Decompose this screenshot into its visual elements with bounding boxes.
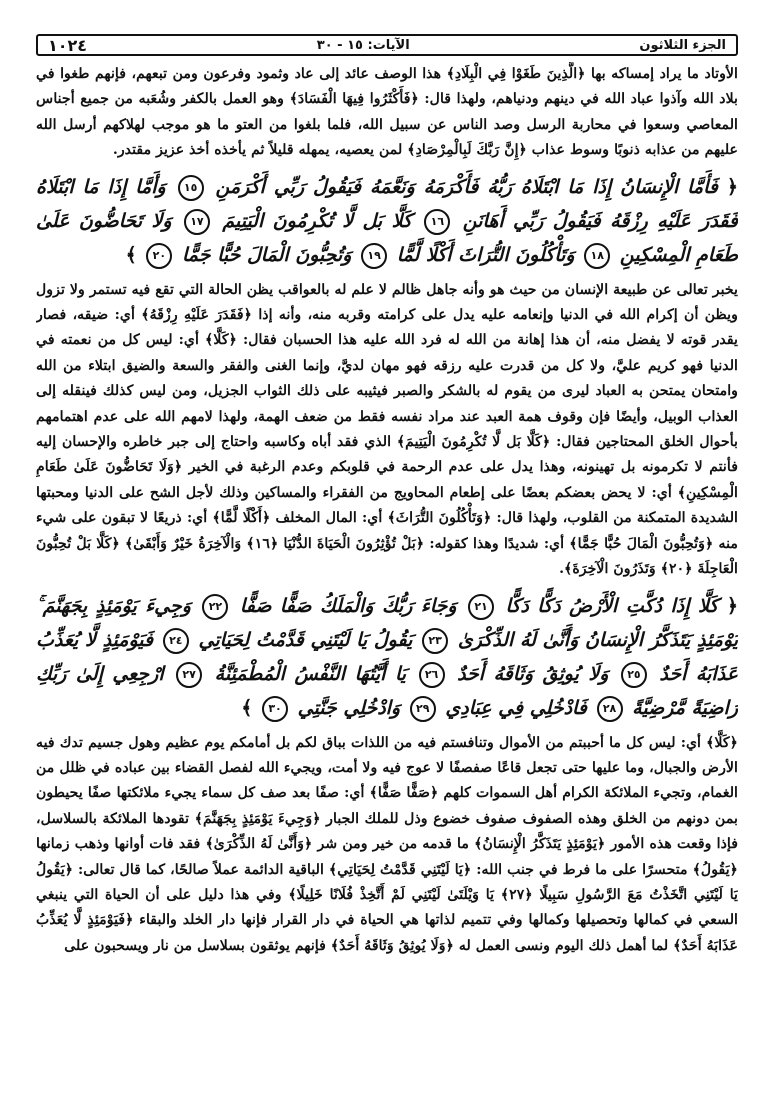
verse-number-badge: ٢٠ <box>146 243 172 269</box>
verse-number-badge: ٢٩ <box>410 696 436 722</box>
close-ornament: ﴾ <box>125 243 137 266</box>
page-header <box>36 34 738 56</box>
verse-number-badge: ٢١ <box>468 594 494 620</box>
verse-text: وَأَمَّا إِذَا مَا ابْتَلَاهُ فَقَدَرَ عَلَيْهِ رِزْقَهُ فَيَقُولُ رَبِّي أَهَانَنِ <box>36 175 738 232</box>
verse-text: وَتُحِبُّونَ الْمَالَ حُبًّا جَمًّا <box>175 243 352 266</box>
verse-text: فَادْخُلِي فِي عِبَادِي <box>438 696 587 719</box>
verse-text: وَادْخُلِي جَنَّتِي <box>291 696 401 719</box>
verse-text: يَقُولُ يَا لَيْتَنِي قَدَّمْتُ لِحَيَاتِي <box>191 628 413 651</box>
verse-number-badge: ٢٤ <box>163 628 189 654</box>
verse-number-badge: ٢٧ <box>176 662 202 688</box>
quran-block-2 <box>36 589 738 725</box>
verse-number-badge: ٢٨ <box>597 696 623 722</box>
quran-verses-2 <box>36 595 738 719</box>
quran-block-1 <box>36 170 738 272</box>
tafsir-paragraph-2: يخبر تعالى عن طبيعة الإنسان من حيث هو وأنه جاهل ظالم لا علم له بالعواقب يظن الحالة التي تقع فيه تستمر ولا تزول ويظن أن إكرام الله في الدنيا وإنعامه عليه يدل على كرامته وقربه منه، وأنه إذا ﴿فَقَدَرَ عَلَيْهِ رِزْقَهُ﴾ أي: ضيقه، فصار يقدر قوته لا يفضل منه، أن هذا إهانة من الله له فرد الله عليه هذا الحسبان فقال: ﴿كَلَّا﴾ أي: ليس كل من نعمته في الدنيا فهو كريم عليَّ، ولا كل من قدرت عليه رزقه فهو مهان لديَّ، وإنما الغنى والفقر والسعة والضيق ابتلاء من الله وامتحان يمتحن به العباد ليرى من يقوم له بالشكر والصبر فيثيبه على ذلك الثواب الجزيل، ومن ليس كذلك فينقله إلى العذاب الوبيل، وأيضًا فإن وقوف همة العبد عند مراد نفسه فقط من ضعف الهمة، ولهذا لامهم الله على عدم اهتمامهم بأحوال الخلق المحتاجين فقال: ﴿كَلَّا بَل لَّا تُكْرِمُونَ الْيَتِيمَ﴾ الذي فقد أباه وكاسبه واحتاج إلى جبر خاطره والإحسان إليه فأنتم لا تكرمونه بل تهينونه، وهذا يدل على عدم الرحمة في قلوبكم وعدم الرغبة في الخير ﴿وَلَا تَحَاضُّونَ عَلَىٰ طَعَامِ الْمِسْكِينِ﴾ أي: لا يحض بعضكم بعضًا على إطعام المحاويج من الفقراء والمساكين وذلك لأجل الشح على الدنيا ومحبتها الشديدة المتمكنة من القلوب، ولهذا قال: ﴿وَتَأْكُلُونَ التُّرَاثَ﴾ أي: المال المخلف ﴿أَكْلًا لَّمًّا﴾ أي: ذريعًا لا تبقون على شيء منه ﴿وَتُحِبُّونَ الْمَالَ حُبًّا جَمًّا﴾ أي: شديدًا وهذا كقوله: ﴿بَلْ تُؤْثِرُونَ الْحَيَاةَ الدُّنْيَا ﴿١٦﴾ وَالْآخِرَةُ خَيْرٌ وَأَبْقَىٰ﴾ ﴿كَلَّا بَلْ تُحِبُّونَ الْعَاجِلَةَ ﴿٢٠﴾ وَتَذَرُونَ الْآخِرَةَ﴾. <box>36 281 738 578</box>
verse-text: وَجِيءَ يَوْمَئِذٍ بِجَهَنَّمَ ۚ يَوْمَئِذٍ يَتَذَكَّرُ الْإِنسَانُ وَأَنَّىٰ لَهُ الذِّكْرَىٰ <box>36 594 738 651</box>
verse-number-badge: ٢٣ <box>422 628 448 654</box>
verse-text: ارْجِعِي إِلَىٰ رَبِّكِ رَاضِيَةً مَّرْضِيَّةً <box>36 662 738 719</box>
verse-text: كَلَّا إِذَا دُكَّتِ الْأَرْضُ دَكًّا دَكًّا <box>497 594 719 617</box>
verse-number-badge: ١٩ <box>361 243 387 269</box>
verse-number-badge: ٢٢ <box>202 594 228 620</box>
verse-number-badge: ١٥ <box>178 175 204 201</box>
page-number: ١٠٢٤ <box>48 35 88 55</box>
verse-number-badge: ١٨ <box>584 243 610 269</box>
close-ornament: ﴾ <box>241 696 253 719</box>
open-ornament: ﴿ <box>726 594 738 617</box>
verse-text: وَجَاءَ رَبُّكَ وَالْمَلَكُ صَفًّا صَفًّا <box>231 594 457 617</box>
verse-number-badge: ١٦ <box>424 209 450 235</box>
verse-text: فَأَمَّا الْإِنسَانُ إِذَا مَا ابْتَلَاهُ رَبُّهُ فَأَكْرَمَهُ وَنَعَّمَهُ فَيَقُولُ رَبِّي أَكْرَمَنِ <box>206 175 718 198</box>
verse-number-badge: ١٧ <box>184 209 210 235</box>
verse-number-badge: ٢٦ <box>419 662 445 688</box>
page-content <box>36 62 738 1107</box>
verse-text: وَلَا تَحَاضُّونَ عَلَىٰ طَعَامِ الْمِسْكِينِ <box>36 209 738 266</box>
open-ornament: ﴿ <box>726 175 738 198</box>
tafsir-paragraph-3: ﴿كَلَّا﴾ أي: ليس كل ما أحببتم من الأموال وتنافستم فيه من اللذات بباق لكم بل أمامكم يوم عظيم وهول جسيم تدك فيه الأرض والجبال، وما عليها حتى تجعل قاعًا صفصفًا لا عوج فيه ولا أمت، ويجيء الله لفصل القضاء بين عباده في ظلل من الغمام، وتجيء الملائكة الكرام أهل السموات كلهم ﴿صَفًّا صَفًّا﴾ أي: صفًا بعد صف كل سماء يجيء ملائكتها صفًا يحيطون بمن دونهم من الخلق وهذه الصفوف صفوف خضوع وذل للملك الجبار ﴿وَجِيءَ يَوْمَئِذٍ بِجَهَنَّمَ﴾ تقودها الملائكة بالسلاسل، فإذا وقعت هذه الأمور ﴿يَوْمَئِذٍ يَتَذَكَّرُ الْإِنسَانُ﴾ ما قدمه من خير ومن شر ﴿وَأَنَّىٰ لَهُ الذِّكْرَىٰ﴾ فقد فات أوانها وذهب زمانها ﴿يَقُولُ﴾ متحسرًا على ما فرط في جنب الله: ﴿يَا لَيْتَنِي قَدَّمْتُ لِحَيَاتِي﴾ الباقية الدائمة عملاً صالحًا، كما قال تعالى: ﴿يَقُولُ يَا لَيْتَنِي اتَّخَذْتُ مَعَ الرَّسُولِ سَبِيلًا ﴿٢٧﴾ يَا وَيْلَتَىٰ لَيْتَنِي لَمْ أَتَّخِذْ فُلَانًا خَلِيلًا﴾ وفي هذا دليل على أن الحياة التي ينبغي السعي في كمالها وتحصيلها وكمالها وفي تتميم لذاتها هي الحياة في دار القرار فإنها دار الخلد والبقاء ﴿فَيَوْمَئِذٍ لَّا يُعَذِّبُ عَذَابَهُ أَحَدٌ﴾ لما أهمل ذلك اليوم ونسى العمل له ﴿وَلَا يُوثِقُ وَثَاقَهُ أَحَدٌ﴾ فإنهم يوثقون بسلاسل من نار ويسحبون على <box>36 734 738 954</box>
ayat-range: الآيات: ١٥ - ٣٠ <box>316 37 410 53</box>
quran-verses-1 <box>36 176 738 266</box>
verse-text: وَتَأْكُلُونَ التُّرَاثَ أَكْلًا لَّمًّا <box>390 243 575 266</box>
verse-number-badge: ٢٥ <box>621 662 647 688</box>
verse-number-badge: ٣٠ <box>262 696 288 722</box>
verse-text: كَلَّا بَل لَّا تُكْرِمُونَ الْيَتِيمَ <box>212 209 412 232</box>
verse-text: وَلَا يُوثِقُ وَثَاقَهُ أَحَدٌ <box>447 662 609 685</box>
verse-text: يَا أَيَّتُهَا النَّفْسُ الْمُطْمَئِنَّةُ <box>205 662 407 685</box>
part-label: الجزء الثلاثون <box>639 37 726 53</box>
tafsir-paragraph-1: الأوتاد ما يراد إمساكه بها ﴿الَّذِينَ طَغَوْا فِي الْبِلَادِ﴾ هذا الوصف عائد إلى عاد وثمود وفرعون ومن تبعهم، فإنهم طغوا في بلاد الله وآذوا عباد الله في دينهم ودنياهم، ولهذا قال: ﴿فَأَكْثَرُوا فِيهَا الْفَسَادَ﴾ وهو العمل بالكفر وشُعَبه من جميع أجناس المعاصي وسعوا في محاربة الرسل وصد الناس عن سبيل الله، فلما بلغوا من العتو ما هو موجب لهلاكهم أرسل الله عليهم من عذابه ذنوبًا وسوط عذاب ﴿إِنَّ رَبَّكَ لَبِالْمِرْصَادِ﴾ لمن يعصيه، يمهله قليلاً ثم يأخذه أخذ عزيز مقتدر. <box>36 66 738 159</box>
verse-text: فَيَوْمَئِذٍ لَّا يُعَذِّبُ عَذَابَهُ أَحَدٌ <box>36 628 738 685</box>
